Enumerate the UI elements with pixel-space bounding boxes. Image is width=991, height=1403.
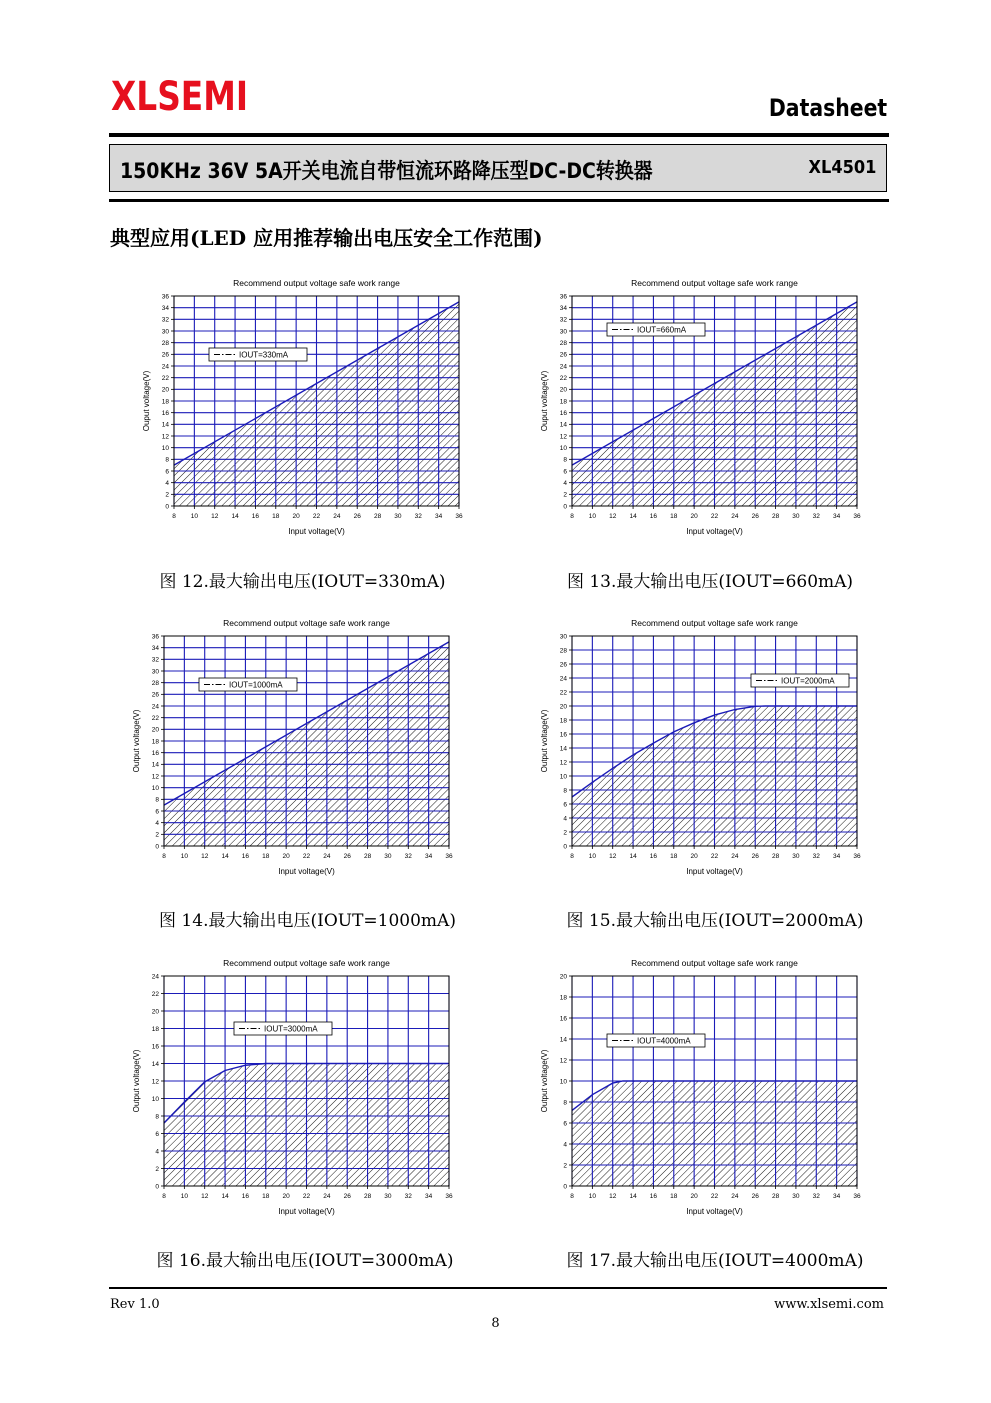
- x-tick-label: 20: [690, 1193, 698, 1200]
- y-tick-label: 34: [151, 644, 159, 652]
- part-number: XL4501: [808, 157, 876, 178]
- y-tick-label: 36: [559, 293, 567, 301]
- x-axis-label: Input voltage(V): [686, 527, 743, 536]
- x-tick-label: 18: [272, 513, 280, 520]
- x-tick-label: 24: [731, 1193, 739, 1200]
- y-tick-label: 4: [155, 819, 159, 827]
- x-tick-label: 30: [394, 513, 402, 520]
- y-tick-label: 24: [559, 675, 567, 683]
- y-tick-label: 4: [563, 1141, 567, 1149]
- x-tick-label: 20: [690, 513, 698, 520]
- chart-title: Recommend output voltage safe work range: [631, 618, 798, 628]
- x-tick-label: 10: [180, 853, 188, 860]
- x-tick-label: 12: [609, 1193, 617, 1200]
- voltage-chart-6: [520, 955, 880, 1230]
- y-tick-label: 28: [559, 647, 567, 655]
- legend: [751, 674, 849, 687]
- website: www.xlsemi.com: [774, 1297, 884, 1312]
- y-tick-label: 0: [155, 1183, 159, 1191]
- y-tick-label: 28: [151, 679, 159, 687]
- y-tick-label: 2: [563, 829, 567, 837]
- chart-title: Recommend output voltage safe work range: [631, 958, 798, 968]
- chart-svg: [520, 615, 880, 890]
- x-tick-label: 28: [771, 1193, 780, 1200]
- x-axis-label: Input voltage(V): [288, 527, 345, 536]
- x-tick-label: 30: [792, 1193, 800, 1200]
- x-tick-label: 32: [404, 853, 412, 860]
- figure-caption: 图 12.最大输出电压(IOUT=330mA): [159, 572, 446, 592]
- legend: [199, 678, 297, 691]
- x-tick-label: 22: [710, 853, 719, 860]
- y-tick-label: 22: [559, 374, 567, 382]
- x-tick-label: 12: [201, 853, 209, 860]
- x-tick-label: 8: [570, 853, 574, 860]
- y-tick-label: 8: [563, 1099, 567, 1107]
- y-tick-label: 26: [161, 351, 169, 359]
- section-title: 典型应用(LED 应用推荐输出电压安全工作范围): [110, 226, 543, 250]
- x-tick-label: 8: [172, 513, 176, 520]
- y-tick-label: 8: [563, 456, 567, 464]
- x-tick-label: 16: [241, 853, 250, 860]
- x-tick-label: 28: [363, 1193, 372, 1200]
- page-number: 8: [491, 1316, 500, 1331]
- y-tick-label: 30: [151, 668, 159, 676]
- y-tick-label: 12: [151, 1078, 159, 1086]
- y-tick-label: 16: [151, 1043, 159, 1051]
- legend: [607, 323, 705, 336]
- x-tick-label: 8: [162, 1193, 166, 1200]
- x-tick-label: 34: [435, 513, 443, 520]
- y-tick-label: 8: [563, 787, 567, 795]
- x-tick-label: 10: [588, 853, 596, 860]
- chart-svg: [120, 615, 480, 890]
- revision: Rev 1.0: [110, 1297, 160, 1312]
- y-tick-label: 16: [151, 749, 159, 757]
- y-tick-label: 28: [559, 339, 567, 347]
- x-tick-label: 10: [180, 1193, 188, 1200]
- x-tick-label: 14: [629, 853, 637, 860]
- x-tick-label: 10: [588, 513, 596, 520]
- y-axis-label: Output voltage(V): [132, 709, 141, 773]
- x-tick-label: 12: [201, 1193, 209, 1200]
- y-tick-label: 2: [155, 1165, 159, 1173]
- y-tick-label: 30: [559, 328, 567, 336]
- y-tick-label: 16: [559, 409, 567, 417]
- x-tick-label: 16: [649, 1193, 658, 1200]
- y-tick-label: 20: [151, 1008, 159, 1016]
- x-tick-label: 8: [570, 1193, 574, 1200]
- x-tick-label: 32: [812, 853, 820, 860]
- chart-svg: [120, 955, 480, 1230]
- x-tick-label: 32: [812, 513, 820, 520]
- y-tick-label: 34: [161, 304, 169, 312]
- y-tick-label: 6: [563, 801, 567, 809]
- y-tick-label: 14: [559, 745, 567, 753]
- y-tick-label: 32: [151, 656, 159, 664]
- x-tick-label: 24: [323, 1193, 331, 1200]
- x-tick-label: 14: [629, 513, 637, 520]
- y-tick-label: 2: [165, 491, 169, 499]
- x-axis-label: Input voltage(V): [278, 1207, 335, 1216]
- y-tick-label: 0: [563, 503, 567, 511]
- y-tick-label: 4: [563, 815, 567, 823]
- legend-label: IOUT=2000mA: [781, 676, 835, 686]
- y-tick-label: 2: [563, 1162, 567, 1170]
- x-tick-label: 28: [363, 853, 372, 860]
- y-axis-label: Output voltage(V): [540, 1049, 549, 1113]
- y-tick-label: 22: [161, 374, 169, 382]
- x-tick-label: 26: [751, 513, 759, 520]
- legend: [607, 1034, 705, 1047]
- x-tick-label: 20: [292, 513, 300, 520]
- figure-caption: 图 15.最大输出电压(IOUT=2000mA): [566, 911, 864, 931]
- y-tick-label: 14: [151, 1060, 159, 1068]
- x-tick-label: 26: [343, 853, 351, 860]
- y-tick-label: 24: [161, 363, 169, 371]
- y-tick-label: 22: [559, 689, 567, 697]
- y-axis-label: Output voltage(V): [540, 709, 549, 773]
- x-tick-label: 22: [710, 513, 719, 520]
- header-rule: [109, 133, 889, 137]
- y-tick-label: 16: [559, 731, 567, 739]
- legend-label: IOUT=4000mA: [637, 1036, 691, 1046]
- y-tick-label: 10: [151, 1095, 159, 1103]
- y-tick-label: 16: [559, 1015, 567, 1023]
- y-tick-label: 0: [155, 843, 159, 851]
- y-tick-label: 4: [155, 1148, 159, 1156]
- y-tick-label: 30: [559, 633, 567, 641]
- x-tick-label: 22: [312, 513, 321, 520]
- x-tick-label: 36: [853, 1193, 861, 1200]
- y-tick-label: 6: [563, 1120, 567, 1128]
- x-axis-label: Input voltage(V): [278, 867, 335, 876]
- x-tick-label: 24: [333, 513, 341, 520]
- x-tick-label: 26: [343, 1193, 351, 1200]
- y-tick-label: 18: [161, 398, 169, 406]
- legend: [234, 1022, 332, 1035]
- x-tick-label: 20: [690, 853, 698, 860]
- x-tick-label: 16: [649, 853, 658, 860]
- y-tick-label: 12: [559, 433, 567, 441]
- x-tick-label: 14: [629, 1193, 637, 1200]
- x-tick-label: 36: [853, 513, 861, 520]
- x-tick-label: 36: [445, 853, 453, 860]
- x-tick-label: 8: [162, 853, 166, 860]
- chart-svg: [520, 955, 880, 1230]
- y-tick-label: 6: [165, 468, 169, 476]
- x-tick-label: 18: [262, 853, 270, 860]
- x-tick-label: 8: [570, 513, 574, 520]
- y-tick-label: 18: [151, 738, 159, 746]
- y-tick-label: 10: [559, 1078, 567, 1086]
- x-tick-label: 24: [323, 853, 331, 860]
- y-tick-label: 22: [151, 714, 159, 722]
- y-tick-label: 18: [559, 717, 567, 725]
- x-tick-label: 18: [670, 513, 678, 520]
- x-tick-label: 30: [792, 853, 800, 860]
- y-tick-label: 10: [161, 444, 169, 452]
- y-tick-label: 4: [165, 479, 169, 487]
- x-tick-label: 14: [221, 1193, 229, 1200]
- x-tick-label: 10: [588, 1193, 596, 1200]
- x-tick-label: 20: [282, 1193, 290, 1200]
- legend-label: IOUT=3000mA: [264, 1024, 318, 1034]
- y-tick-label: 10: [151, 784, 159, 792]
- product-title-bar: [109, 144, 887, 192]
- y-tick-label: 26: [559, 351, 567, 359]
- y-axis-label: Ouput voltage(V): [142, 370, 151, 432]
- x-tick-label: 24: [731, 853, 739, 860]
- legend-label: IOUT=330mA: [239, 350, 289, 360]
- x-tick-label: 18: [670, 1193, 678, 1200]
- y-tick-label: 4: [563, 479, 567, 487]
- chart-title: Recommend output voltage safe work range: [233, 278, 400, 288]
- y-tick-label: 0: [165, 503, 169, 511]
- x-tick-label: 28: [373, 513, 382, 520]
- y-tick-label: 20: [559, 386, 567, 394]
- x-tick-label: 36: [853, 853, 861, 860]
- chart-title: Recommend output voltage safe work range: [223, 958, 390, 968]
- x-tick-label: 22: [302, 853, 311, 860]
- x-tick-label: 14: [221, 853, 229, 860]
- title-rule: [109, 199, 889, 202]
- legend: [209, 348, 307, 361]
- y-tick-label: 18: [559, 398, 567, 406]
- x-tick-label: 36: [455, 513, 463, 520]
- doc-type-label: Datasheet: [768, 94, 887, 122]
- x-tick-label: 18: [262, 1193, 270, 1200]
- y-axis-label: Ouput voltage(V): [540, 370, 549, 432]
- y-tick-label: 12: [559, 1057, 567, 1065]
- x-tick-label: 12: [211, 513, 219, 520]
- x-axis-label: Input voltage(V): [686, 1207, 743, 1216]
- y-tick-label: 18: [151, 1025, 159, 1033]
- y-tick-label: 24: [151, 703, 159, 711]
- x-tick-label: 28: [771, 513, 780, 520]
- y-tick-label: 10: [559, 444, 567, 452]
- figure-caption: 图 13.最大输出电压(IOUT=660mA): [566, 572, 854, 592]
- x-tick-label: 12: [609, 853, 617, 860]
- x-tick-label: 34: [425, 853, 433, 860]
- x-tick-label: 30: [384, 853, 392, 860]
- y-tick-label: 20: [161, 386, 169, 394]
- x-tick-label: 16: [251, 513, 260, 520]
- footer-rule: [109, 1287, 887, 1289]
- y-axis-label: Output voltage(V): [132, 1049, 141, 1113]
- figure-caption: 图 16.最大输出电压(IOUT=3000mA): [156, 1251, 454, 1271]
- y-tick-label: 26: [559, 661, 567, 669]
- x-tick-label: 22: [302, 1193, 311, 1200]
- x-tick-label: 32: [812, 1193, 820, 1200]
- x-tick-label: 34: [833, 853, 841, 860]
- y-tick-label: 14: [151, 761, 159, 769]
- y-tick-label: 20: [559, 973, 567, 981]
- y-tick-label: 0: [563, 1183, 567, 1191]
- chart-title: Recommend output voltage safe work range: [631, 278, 798, 288]
- y-tick-label: 8: [155, 796, 159, 804]
- y-tick-label: 24: [559, 363, 567, 371]
- x-tick-label: 26: [751, 853, 759, 860]
- x-tick-label: 22: [710, 1193, 719, 1200]
- y-tick-label: 8: [155, 1113, 159, 1121]
- x-tick-label: 34: [833, 1193, 841, 1200]
- company-logo: XLSEMI: [111, 74, 249, 120]
- x-axis-label: Input voltage(V): [686, 867, 743, 876]
- figure-caption: 图 14.最大输出电压(IOUT=1000mA): [159, 911, 456, 931]
- y-tick-label: 36: [161, 293, 169, 301]
- voltage-chart-2: [520, 275, 880, 550]
- x-tick-label: 10: [190, 513, 198, 520]
- chart-title: Recommend output voltage safe work range: [223, 618, 390, 628]
- x-tick-label: 32: [404, 1193, 412, 1200]
- voltage-chart-3: [120, 615, 480, 890]
- y-tick-label: 12: [161, 433, 169, 441]
- x-tick-label: 12: [609, 513, 617, 520]
- y-tick-label: 10: [559, 773, 567, 781]
- x-tick-label: 14: [231, 513, 239, 520]
- y-tick-label: 32: [161, 316, 169, 324]
- x-tick-label: 24: [731, 513, 739, 520]
- y-tick-label: 22: [151, 990, 159, 998]
- y-tick-label: 28: [161, 339, 169, 347]
- y-tick-label: 18: [559, 994, 567, 1002]
- x-tick-label: 16: [649, 513, 658, 520]
- y-tick-label: 14: [559, 1036, 567, 1044]
- x-tick-label: 34: [833, 513, 841, 520]
- y-tick-label: 30: [161, 328, 169, 336]
- chart-svg: [520, 275, 880, 550]
- x-tick-label: 32: [414, 513, 422, 520]
- y-tick-label: 14: [161, 421, 169, 429]
- voltage-chart-1: [120, 275, 480, 550]
- voltage-chart-4: [520, 615, 880, 890]
- legend-label: IOUT=660mA: [637, 325, 687, 335]
- figure-caption: 图 17.最大输出电压(IOUT=4000mA): [566, 1251, 864, 1271]
- y-tick-label: 2: [563, 491, 567, 499]
- y-tick-label: 2: [155, 831, 159, 839]
- x-tick-label: 34: [425, 1193, 433, 1200]
- voltage-chart-5: [120, 955, 480, 1230]
- y-tick-label: 12: [559, 759, 567, 767]
- y-tick-label: 16: [161, 409, 169, 417]
- x-tick-label: 18: [670, 853, 678, 860]
- x-tick-label: 16: [241, 1193, 250, 1200]
- x-tick-label: 30: [792, 513, 800, 520]
- y-tick-label: 6: [563, 468, 567, 476]
- x-tick-label: 30: [384, 1193, 392, 1200]
- y-tick-label: 36: [151, 633, 159, 641]
- x-tick-label: 36: [445, 1193, 453, 1200]
- y-tick-label: 8: [165, 456, 169, 464]
- y-tick-label: 0: [563, 843, 567, 851]
- y-tick-label: 14: [559, 421, 567, 429]
- y-tick-label: 20: [151, 726, 159, 734]
- y-tick-label: 20: [559, 703, 567, 711]
- y-tick-label: 12: [151, 773, 159, 781]
- x-tick-label: 26: [751, 1193, 759, 1200]
- y-tick-label: 6: [155, 1130, 159, 1138]
- y-tick-label: 6: [155, 808, 159, 816]
- x-tick-label: 20: [282, 853, 290, 860]
- x-tick-label: 28: [771, 853, 780, 860]
- y-tick-label: 32: [559, 316, 567, 324]
- legend-label: IOUT=1000mA: [229, 680, 283, 690]
- y-tick-label: 26: [151, 691, 159, 699]
- chart-svg: [120, 275, 480, 550]
- x-tick-label: 26: [353, 513, 361, 520]
- product-title: 150KHz 36V 5A开关电流自带恒流环路降压型DC-DC转换器: [120, 159, 653, 183]
- y-tick-label: 34: [559, 304, 567, 312]
- y-tick-label: 24: [151, 973, 159, 981]
